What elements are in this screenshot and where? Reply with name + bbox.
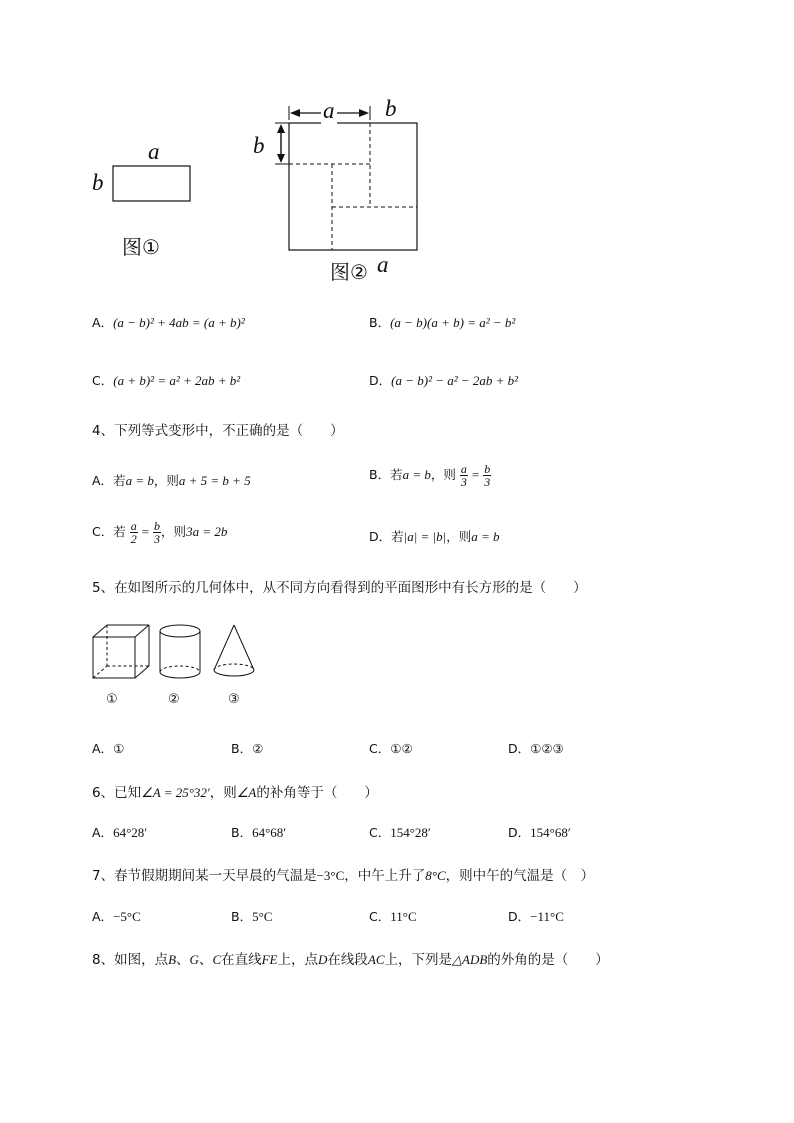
option-letter: B．: [231, 741, 253, 756]
q7-option-a[interactable]: [92, 907, 141, 925]
cone-solid: [214, 625, 254, 676]
fig2-label-b-top: b: [385, 96, 397, 121]
option-text: 若: [391, 529, 404, 544]
option-expr: a = b: [125, 473, 154, 488]
fig2-caption: 图②: [330, 260, 368, 284]
q6-stem: [92, 781, 378, 801]
q4-stem: 4、下列等式变形中，不正确的是（ ）: [92, 423, 344, 439]
option-expr: (a − b)(a + b) = a² − b²: [390, 315, 516, 330]
option-text: −11°C: [530, 909, 564, 924]
q7-stem: [92, 864, 594, 884]
stem-text: 在直线: [221, 952, 262, 968]
stem-expr: ∠A: [236, 785, 257, 800]
option-text: ，则: [153, 473, 179, 488]
stem-text: 上，下列是: [384, 952, 453, 968]
stem-text: 8、如图，点: [92, 952, 169, 968]
fig1-label-b: b: [92, 170, 104, 195]
option-text: 154°28′: [390, 825, 431, 840]
option-text: 若: [390, 467, 403, 482]
option-letter: A．: [92, 909, 114, 924]
q7-option-b[interactable]: [231, 907, 272, 925]
stem-text: 的外角的是（ ）: [487, 952, 609, 968]
q5-stem: 5、在如图所示的几何体中，从不同方向看得到的平面图形中有长方形的是（ ）: [92, 580, 587, 596]
stem-text: 7、春节假期期间某一天早晨的气温是: [92, 868, 317, 884]
q8-stem: [92, 948, 609, 968]
stem-text: 、: [176, 952, 190, 968]
option-letter: D．: [508, 909, 531, 924]
option-expr: 3a = 2b: [186, 524, 228, 539]
option-expr: a = b: [402, 467, 431, 482]
option-letter: B．: [369, 467, 391, 482]
stem-text: 上，点: [277, 952, 318, 968]
option-text: ②: [252, 741, 264, 756]
segment-label: AC: [367, 952, 385, 967]
option-text: 154°68′: [530, 825, 571, 840]
option-letter: C．: [369, 741, 391, 756]
q7-option-d[interactable]: [508, 907, 564, 925]
triangle-label: △ADB: [452, 952, 488, 967]
equals-sign: =: [471, 467, 480, 482]
option-letter: A．: [92, 315, 114, 330]
option-letter: A．: [92, 825, 114, 840]
option-text: ①②③: [530, 741, 564, 756]
q6-option-a[interactable]: [92, 823, 147, 841]
cube-solid: [93, 625, 149, 678]
option-expr: a + 5 = b + 5: [178, 473, 251, 488]
q6-option-b[interactable]: [231, 823, 286, 841]
option-expr: |a| = |b|: [403, 529, 447, 544]
option-expr: (a + b)² = a² + 2ab + b²: [113, 373, 241, 388]
numerator: b: [484, 462, 491, 476]
option-text: ，则: [430, 467, 456, 482]
numerator: a: [460, 462, 467, 476]
option-letter: B．: [231, 825, 253, 840]
option-letter: C．: [369, 825, 391, 840]
solid-label-2: ②: [168, 692, 180, 707]
option-letter: D．: [369, 373, 392, 388]
fig2-label-a-arrow: a: [323, 98, 335, 123]
fig1-caption: 图①: [122, 235, 160, 259]
option-text: ，则: [161, 524, 187, 539]
stem-value: −3°C: [316, 868, 345, 883]
stem-text: 的补角等于（ ）: [256, 785, 378, 801]
option-letter: C．: [92, 524, 114, 539]
denominator: 3: [460, 475, 467, 489]
option-letter: C．: [369, 909, 391, 924]
denominator: 2: [130, 532, 137, 546]
q6-option-c[interactable]: [369, 823, 431, 841]
option-text: −5°C: [113, 909, 141, 924]
option-text: 11°C: [390, 909, 417, 924]
fig2-label-b-left: b: [253, 133, 265, 158]
option-letter: A．: [92, 473, 114, 488]
solid-label-1: ①: [106, 692, 118, 707]
q7-option-c[interactable]: [369, 907, 417, 925]
stem-value: 8°C: [425, 868, 446, 883]
denominator: 3: [484, 475, 491, 489]
point-label: C: [212, 952, 222, 967]
fig1-label-a: a: [148, 139, 160, 164]
stem-text: 、: [198, 952, 213, 968]
option-text: ，则: [446, 529, 472, 544]
option-letter: D．: [369, 529, 392, 544]
option-expr: (a − b)² − a² − 2ab + b²: [391, 373, 519, 388]
option-text: ①②: [390, 741, 413, 756]
q5-option-c[interactable]: [369, 739, 413, 757]
option-letter: D．: [508, 741, 531, 756]
stem-text: ，则: [209, 785, 237, 801]
option-letter: B．: [369, 315, 391, 330]
option-letter: D．: [508, 825, 531, 840]
point-label: G: [189, 952, 199, 967]
option-expr: a = b: [471, 529, 500, 544]
q6-option-d[interactable]: [508, 823, 571, 841]
stem-text: ，中午上升了: [344, 868, 426, 884]
line-label: FE: [261, 952, 278, 967]
q5-option-a[interactable]: [92, 739, 124, 757]
option-text: 64°28′: [113, 825, 148, 840]
point-label: D: [318, 952, 328, 967]
fig2-label-a-bottom: a: [377, 252, 389, 277]
q5-option-d[interactable]: [508, 739, 564, 757]
option-expr: (a − b)² + 4ab = (a + b)²: [113, 315, 245, 330]
option-text: ①: [113, 741, 125, 756]
equals-sign: =: [141, 524, 150, 539]
option-text: 若: [113, 473, 126, 488]
solid-label-3: ③: [228, 692, 240, 707]
stem-text: 在线段: [327, 952, 368, 968]
numerator: a: [130, 519, 137, 533]
point-label: B: [168, 952, 177, 967]
stem-text: ，则中午的气温是（ ）: [445, 868, 595, 884]
denominator: 3: [154, 532, 161, 546]
stem-expr: ∠A = 25°32′: [141, 785, 210, 800]
option-text: 64°68′: [252, 825, 287, 840]
cylinder-solid: [160, 625, 200, 678]
option-letter: A．: [92, 741, 114, 756]
stem-text: 6、已知: [92, 785, 142, 801]
option-text: 若: [113, 524, 126, 539]
option-letter: B．: [231, 909, 253, 924]
option-letter: C．: [92, 373, 114, 388]
option-text: 5°C: [252, 909, 273, 924]
q5-option-b[interactable]: [231, 739, 263, 757]
numerator: b: [154, 519, 161, 533]
